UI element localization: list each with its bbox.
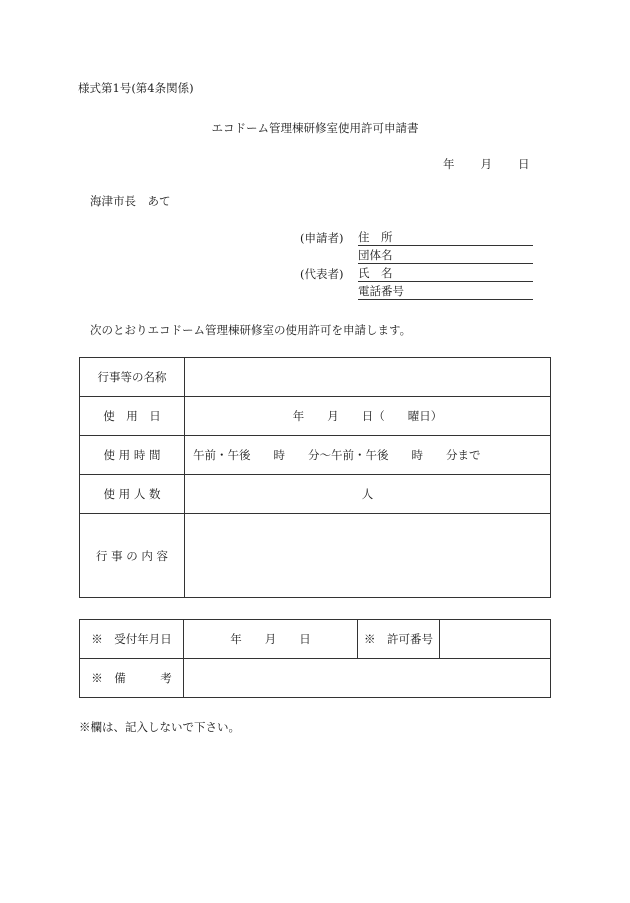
application-table: [79, 357, 551, 598]
event-content-label: 行 事 の 内 容: [80, 514, 185, 598]
date-year: 年: [443, 157, 455, 171]
form-number: 様式第1号(第4条関係): [78, 81, 194, 95]
group-name-label: 団体名: [358, 248, 393, 262]
group-name-field[interactable]: [358, 248, 533, 264]
table-row: [80, 659, 551, 698]
attendees-label: 使 用 人 数: [80, 475, 185, 514]
use-time-label: 使 用 時 間: [80, 436, 185, 475]
permit-number-value: [440, 620, 551, 659]
footnote: ※欄は、記入しないで下さい。: [79, 720, 240, 734]
addressee: 海津市長 あて: [90, 194, 171, 208]
use-date-label: 使 用 日: [80, 397, 185, 436]
address-field[interactable]: [358, 230, 533, 246]
address-label: 住 所: [358, 230, 393, 244]
received-date-value: 年 月 日: [184, 620, 358, 659]
name-field[interactable]: [358, 266, 533, 282]
table-row: [80, 620, 551, 659]
date-line: [443, 156, 530, 172]
received-date-label: ※ 受付年月日: [80, 620, 184, 659]
table-row: [80, 436, 551, 475]
table-row: [80, 514, 551, 598]
use-date-input[interactable]: 年 月 日（ 曜日）: [185, 397, 551, 436]
attendees-input[interactable]: 人: [185, 475, 551, 514]
phone-label: 電話番号: [358, 284, 404, 298]
representative-role-label: (代表者): [300, 267, 344, 281]
phone-field[interactable]: [358, 284, 533, 300]
use-time-input[interactable]: 午前・午後 時 分〜午前・午後 時 分まで: [185, 436, 551, 475]
remarks-label: ※ 備 考: [80, 659, 184, 698]
permit-number-label: ※ 許可番号: [358, 620, 440, 659]
table-row: [80, 397, 551, 436]
office-use-table: [79, 619, 551, 698]
name-label: 氏 名: [358, 266, 393, 280]
event-name-input[interactable]: [185, 358, 551, 397]
event-content-input[interactable]: [185, 514, 551, 598]
applicant-block: [300, 230, 536, 306]
table-row: [80, 358, 551, 397]
event-name-label: 行事等の名称: [80, 358, 185, 397]
document-title: エコドーム管理棟研修室使用許可申請書: [211, 121, 419, 135]
date-month: 月: [480, 157, 492, 171]
date-day: 日: [518, 157, 530, 171]
intro-text: 次のとおりエコドーム管理棟研修室の使用許可を申請します。: [90, 323, 412, 337]
applicant-role-label: (申請者): [300, 231, 344, 245]
table-row: [80, 475, 551, 514]
remarks-value: [184, 659, 551, 698]
